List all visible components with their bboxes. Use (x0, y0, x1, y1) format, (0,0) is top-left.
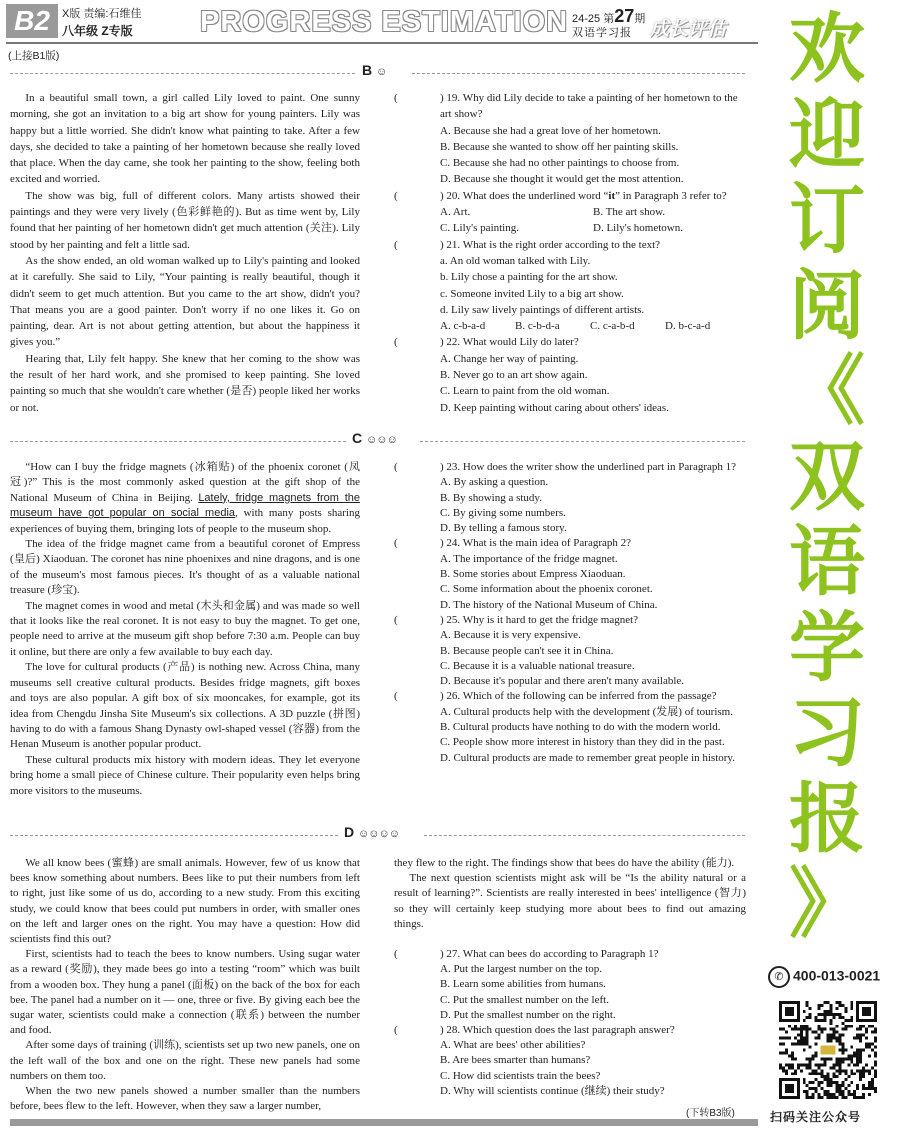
option: D. By telling a famous story. (440, 522, 567, 535)
option: C. People show more interest in history than they did in the past. (440, 736, 725, 749)
option: D. Put the smallest number on the right. (440, 1008, 616, 1021)
option-row: C. Lily's painting. D. Lily's hometown. (440, 222, 683, 235)
questions-b (394, 90, 746, 416)
question-25: ( ) 25. Why is it hard to get the fridge magnet? (394, 613, 639, 626)
paragraph: Hearing that, Lily felt happy. She knew that her coming to the show was the result of her hard work, and she promised to keep painting. She loved painting so much that she wouldn't care whether (是否) people liked her works or not. (10, 352, 360, 414)
question-24: ( ) 24. What is the main idea of Paragraph 2? (394, 537, 632, 550)
option: C. Because it is a valuable national treasure. (440, 659, 635, 672)
paragraph: they flew to the right. The findings show that bees do have the ability (能力). (394, 857, 735, 869)
option: C. Put the smallest number on the left. (440, 993, 609, 1006)
turn-to-note: (下转B3版) (686, 1108, 735, 1119)
underlined-sentence: Lately, fridge magnets from the museum have got popular on social media (10, 491, 360, 520)
section-c-divider (10, 430, 745, 448)
footer-rule (10, 1119, 758, 1126)
option-row: A. Art. B. The art show. (440, 206, 666, 219)
questions-d (394, 947, 746, 1099)
question-28: ( ) 28. Which question does the last paragraph answer? (394, 1024, 675, 1037)
eval-label: 成长评估 (650, 18, 727, 40)
event-item: d. Lily saw lively paintings of different artists. (440, 303, 645, 316)
option: B. Because she wanted to show off her painting skills. (440, 140, 679, 153)
page-badge: B2 (6, 4, 58, 38)
option: C. By giving some numbers. (440, 506, 566, 519)
passage-c (10, 460, 360, 799)
question-20: ( ) 20. What does the underlined word “it” in Paragraph 3 refer to? (394, 189, 727, 202)
passage-d-right (394, 856, 746, 932)
option: C. Because she had no other paintings to choose from. (440, 157, 680, 170)
passage-b (10, 90, 360, 416)
option: B. By showing a study. (440, 491, 542, 504)
option: D. Because she thought it would get the most attention. (440, 173, 684, 186)
continued-from-note: (上接B1版) (8, 50, 60, 62)
option: C. How did scientists train the bees? (440, 1069, 601, 1082)
option: A. Because it is very expensive. (440, 629, 581, 642)
option: D. Keep painting without caring about others' ideas. (440, 401, 669, 414)
paragraph: The next question scientists might ask will be “Is the ability natural or a result of learning?”. Scientists are really interested in bees' intelligence (智力) so they will certainly keep studying more about bees to find out amazing things. (394, 872, 746, 930)
paragraph: The magnet comes in wood and metal (木头和金属) and was made so well that it looks like the real coronet. It is not easy to buy the magnet. To get one, people need to arrive at the museum gift shop before 7:30 a.m. People can buy it online, but there are only a few available to buy each day. (10, 599, 360, 658)
option: A. The importance of the fridge magnet. (440, 552, 618, 565)
event-item: c. Someone invited Lily to a big art show. (440, 287, 624, 300)
paragraph: These cultural products mix history with modern ideas. They let everyone bring home a small piece of Chinese culture. Their popularity even helps bring more visitors to the museums. (10, 753, 360, 797)
option-row: A. c-b-a-d B. c-b-d-a C. c-a-b-d D. b-c-a-d (440, 320, 711, 333)
paragraph: In a beautiful small town, a girl called Lily loved to paint. One sunny morning, she got an invitation to a big art show for young painters. Lily was happy but a little worried. She didn't know what painting to take. After a few days, she decided to take a painting of her hometown because she really loved that place. When the day came, she took her painting to the show, feeling both excited and worried. (10, 92, 360, 186)
option: B. Cultural products have nothing to do with the modern world. (440, 721, 721, 734)
question-21: ( ) 21. What is the right order according to the text? (394, 238, 661, 251)
passage-d-left (10, 856, 360, 1114)
event-item: a. An old woman talked with Lily. (440, 254, 591, 267)
option: A. Cultural products help with the development (发展) of tourism. (440, 705, 733, 718)
question-22: ( ) 22. What would Lily do later? (394, 336, 579, 349)
option: C. Learn to paint from the old woman. (440, 385, 610, 398)
paragraph: The love for cultural products (产品) is nothing new. Across China, many museums sell creative cultural products. Besides fridge magnets, gift boxes and toys are also popular. A gift box of six mooncakes, for example, got its idea from Chengdu Jinsha Site Museum's six collections. A 3D puzzle (拼图) having to do with a famous Shang Dynasty owl-shaped vessel (容器) from the Henan Museum is another popular product. (10, 661, 360, 751)
option: D. Why will scientists continue (继续) their study? (440, 1084, 665, 1097)
option: B. Never go to an art show again. (440, 369, 588, 382)
option: A. Change her way of painting. (440, 352, 579, 365)
difficulty-icon: ☺ (376, 66, 387, 78)
qr-code[interactable] (779, 1001, 877, 1099)
option: C. Some information about the phoenix coronet. (440, 583, 653, 596)
option: B. Because people can't see it in China. (440, 644, 614, 657)
section-b-label: B (362, 62, 373, 78)
paper-name: 双语学习报 (572, 27, 632, 39)
header-rule (6, 42, 758, 44)
edition-editor: X版 责编:石维佳 (62, 8, 142, 20)
option: B. Are bees smarter than humans? (440, 1054, 591, 1067)
question-23: ( ) 23. How does the writer show the underlined part in Paragraph 1? (394, 461, 737, 473)
option: A. Put the largest number on the top. (440, 963, 603, 976)
option: D. Cultural products are made to remember great people in history. (440, 751, 735, 764)
section-d-divider (10, 824, 745, 842)
questions-c (394, 460, 746, 766)
phone-number: ✆ 400-013-0021 (768, 966, 880, 988)
paragraph: We all know bees (蜜蜂) are small animals. However, few of us know that bees know something about numbers. Bees like to put their numbers from left to right, just like some of us do, according to a new study. From this exciting study, we could know that bees could put numbers in order, with smaller ones on the left and larger ones on the right. You may have a question: How did scientists find this out? (10, 857, 360, 946)
paragraph: As the show ended, an old woman walked up to Lily's painting and looked at it carefully. She said to Lily, “Your painting is really beautiful, though it didn't seem to get much attention. But you came to the art show, didn't you? That means you are a good painter. Don't worry if no one likes it. Go on painting, dear. Art is not about getting attention, but about the happiness it gives you.” (10, 254, 360, 349)
paragraph: The idea of the fridge magnet came from a beautiful coronet of Empress (皇后) Xiaoduan. The coronet has nine phoenixes and nine dragons, and is one of the museum's most famous pieces. It's thought of as a valuable national treasure (珍宝). (10, 538, 360, 597)
section-b-divider (10, 62, 745, 80)
banner-title: PROGRESS ESTIMATION (200, 6, 569, 38)
question-19: ( ) 19. Why did Lily decide to take a painting of her hometown to the art show? (394, 92, 738, 121)
subscription-slogan: 欢 迎 订 阅 《 双 语 学 习 报 》 (789, 4, 865, 948)
option: B. Some stories about Empress Xiaoduan. (440, 568, 626, 581)
option: D. Because it's popular and there aren't many available. (440, 675, 685, 688)
question-27: ( ) 27. What can bees do according to Paragraph 1? (394, 948, 659, 960)
option: D. The history of the National Museum of China. (440, 598, 658, 611)
question-26: ( ) 26. Which of the following can be inferred from the passage? (394, 690, 717, 703)
paragraph: When the two new panels showed a number smaller than the numbers before, bees flew to the left. However, when they saw a larger number, (10, 1085, 360, 1113)
paragraph: First, scientists had to teach the bees to know numbers. Using sugar water as a reward (奖励), they made bees go into a testing “room” which was built from a wooden box. They hung a panel (面板) on the back of the box for each bee. The panel had a number on it — one, three or five. By giving each bee the sugar water, scientists could make a connection (联系) between the number and food. (10, 948, 360, 1037)
scan-caption: 扫码关注公众号 (770, 1110, 862, 1124)
issue-number: 24-25 第27期 (572, 6, 646, 26)
difficulty-icon: ☺☺☺ (366, 434, 397, 446)
option: B. Learn some abilities from humans. (440, 978, 606, 991)
paragraph: “How can I buy the fridge magnets (冰箱贴) of the phoenix coronet (凤冠)?” This is the most commonly asked question at the gift shop of the National Museum of China in Beijing. Lately, fridge magnets from the museum have got popular on social media, with many posts sharing experiences of buying them, bringing lots of people to the museum shop. (10, 461, 360, 535)
edition-grade: 八年级 Z专版 (62, 24, 133, 38)
paragraph: After some days of training (训练), scientists set up two new panels, one on the left wall of the box and one on the right. These new panels had some numbers on them too. (10, 1039, 360, 1082)
event-item: b. Lily chose a painting for the art show. (440, 271, 618, 284)
paragraph: The show was big, full of different colors. Many artists showed their paintings and they were very lively (色彩鲜艳的). But as time went by, Lily found that her painting of her hometown didn't get much attention (关注). Lily stood by her painting and felt a little sad. (10, 189, 360, 251)
option: A. What are bees' other abilities? (440, 1039, 586, 1052)
option: A. By asking a question. (440, 476, 549, 489)
difficulty-icon: ☺☺☺☺ (358, 828, 399, 840)
section-d-label: D (344, 824, 355, 840)
phone-icon: ✆ (768, 966, 790, 988)
option: A. Because she had a great love of her hometown. (440, 124, 661, 137)
section-c-label: C (352, 430, 363, 446)
